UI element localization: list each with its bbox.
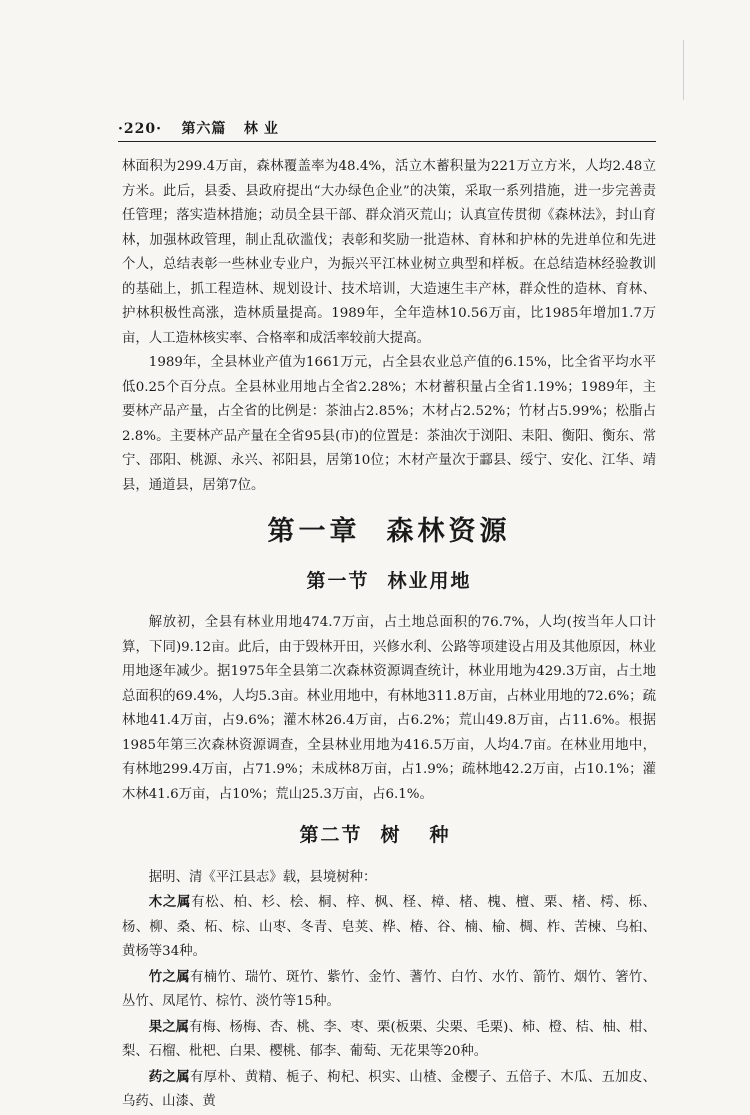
category-label: 竹之属 (148, 968, 190, 985)
page-number: ·220· (118, 121, 162, 137)
category-text: 有梅、杨梅、杏、桃、李、枣、栗(板栗、尖栗、毛栗)、柿、橙、桔、柚、柑、梨、石榴、枇杷、白果、樱桃、郁李、葡萄、无花果等20种。 (122, 1019, 656, 1059)
chapter-title: 森林资源 (386, 516, 511, 547)
subject-title: 林业 (243, 121, 284, 137)
category-label: 果之属 (148, 1018, 190, 1035)
section-2-number: 第二节 (299, 824, 363, 846)
section-1-heading (122, 569, 656, 594)
intro-paragraph-2: 1989年，全县林业产值为1661万元，占全县农业总产值的6.15%，比全省平均水平低0.25个百分点。全县林业用地占全省2.28%；木材蓄积量占全省1.19%；1989年，主要林产品产量，占全省的比例是：茶油占2.85%；木材占2.52%；竹材占5.99%；松脂占2.8%。主要林产品产量在全省95县(市)的位置是：茶油次于浏阳、耒阳、衡阳、衡东、常宁、邵阳、桃源、永兴、祁阳县，居第10位；木材产量次于酃县、绥宁、安化、江华、靖县，通道县，居第7位。 (122, 355, 656, 493)
scan-edge-mark (683, 40, 684, 100)
category-text: 有楠竹、瑞竹、斑竹、紫竹、金竹、蓍竹、白竹、水竹、箭竹、烟竹、箸竹、丛竹、凤尾竹、棕竹、淡竹等15种。 (122, 969, 657, 1009)
chapter-heading (122, 516, 656, 547)
chapter-number: 第一章 (267, 516, 361, 547)
part-title: 第六篇 (181, 121, 227, 137)
section-2-title: 树种 (380, 824, 479, 846)
category-label: 木之属 (148, 894, 192, 910)
list-item (122, 1065, 656, 1115)
category-label: 药之属 (148, 1068, 190, 1085)
header-rule (118, 141, 656, 142)
list-item (122, 965, 656, 1015)
section-1-number: 第一节 (306, 569, 370, 592)
category-text: 有厚朴、黄精、栀子、枸杞、枳实、山楂、金樱子、五倍子、木瓜、五加皮、乌药、山漆、黄 (122, 1069, 657, 1109)
category-text: 有松、柏、杉、桧、桐、梓、枫、柽、樟、楮、槐、檀、栗、楮、樗、栎、杨、柳、桑、柘、棕、山枣、冬青、皂荚、桦、椿、谷、楠、榆、椆、柞、苦楝、乌桕、黄杨等34种。 (122, 895, 656, 959)
intro-paragraph-1: 林面积为299.4万亩，森林覆盖率为48.4%，活立木蓄积量为221万立方米，人均2.48立方米。此后，县委、县政府提出“大办绿色企业”的决策，采取一系列措施，进一步完善责任管理；落实造林措施；动员全县干部、群众消灭荒山；认真宣传贯彻《森林法》，封山育林，加强林政管理，制止乱砍滥伐；表彰和奖励一批造林、育林和护林的先进单位和先进个人，总结表彰一些林业专业户，为振兴平江林业树立典型和样板。在总结造林经验教训的基础上，抓工程造林、规划设计、技术培训，大造速生丰产林，群众性的造林、育林、护林积极性高涨，造林质量提高。1989年，全年造林10.56万亩，比1985年增加1.7万亩，人工造林核实率、合格率和成活率较前大提高。 (122, 159, 656, 346)
list-item (122, 890, 656, 965)
section-1-paragraph: 解放初，全县有林业用地474.7万亩，占土地总面积的76.7%，人均(按当年人口计算，下同)9.12亩。此后，由于毁林开田，兴修水利、公路等项建设占用及其他原因，林业用地逐年减少。据1975年全县第二次森林资源调查统计，林业用地为429.3万亩，占土地总面积的69.4%，人均5.3亩。林业用地中，有林地311.8万亩，占林业用地的72.6%；疏林地41.4万亩，占9.6%；灌木林26.4万亩，占6.2%；荒山49.8万亩，占11.6%。根据1985年第三次森林资源调查，全县林业用地为416.5万亩，人均4.7亩。在林业用地中，有林地299.4万亩，占71.9%；未成林8万亩，占1.9%；疏林地42.2万亩，占10.1%；灌木林41.6万亩，占10%；荒山25.3万亩，占6.1%。 (122, 615, 656, 802)
list-item (122, 1015, 656, 1065)
body-text (122, 155, 656, 1115)
section-1-title: 林业用地 (387, 569, 472, 592)
running-header (118, 118, 284, 138)
section-2-heading (122, 823, 656, 848)
section-2-intro: 据明、清《平江县志》载，县境树种： (148, 869, 377, 885)
